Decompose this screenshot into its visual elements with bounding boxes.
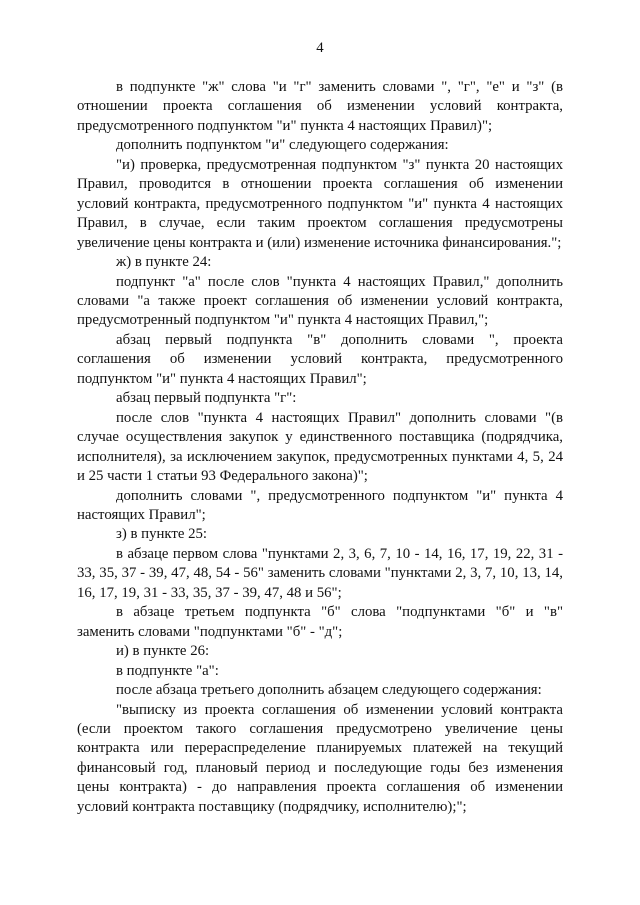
paragraph: дополнить подпунктом "и" следующего содержания:	[116, 137, 449, 154]
paragraph: абзац первый подпункта "в" дополнить словами ", проекта соглашения об изменении условий контракта, предусмотренного подпунктом "и" пункта 4 настоящих Правил";	[77, 331, 563, 387]
paragraph: в абзаце третьем подпункта "б" слова "подпунктами "б" и "в" заменить словами "подпунктами "б" - "д";	[77, 604, 563, 640]
paragraph: дополнить словами ", предусмотренного подпунктом "и" пункта 4 настоящих Правил";	[77, 487, 563, 523]
paragraph: "и) проверка, предусмотренная подпунктом "з" пункта 20 настоящих Правил, проводится в отношении проекта соглашения об изменении условий контракта, предусмотренного подпунктом "и" пункта 4 настоящих Правил, в случае, если таким проектом соглашения предусмотрены увеличение цены контракта и (или) изменение источника финансирования.";	[77, 156, 563, 251]
paragraph: в абзаце первом слова "пунктами 2, 3, 6, 7, 10 - 14, 16, 17, 19, 22, 31 - 33, 35, 37 - 39, 47, 48, 54 - 56" заменить словами "пунктами 2, 3, 7, 10, 13, 14, 16, 17, 19, 31 - 33, 35, 37 - 39, 47, 48 и 56";	[77, 545, 563, 601]
paragraph: и) в пункте 26:	[116, 643, 210, 660]
paragraph: в подпункте "ж" слова "и "г" заменить словами ", "г", "е" и "з" (в отношении проекта соглашения об изменении условий контракта, предусмотренного подпунктом "и" пункта 4 настоящих Правил)";	[77, 79, 563, 134]
paragraph: "выписку из проекта соглашения об изменении условий контракта (если проектом такого соглашения предусмотрено увеличение цены контракта или перераспределение планируемых платежей на текущий финансовый год, плановый период и последующие годы без изменения цены контракта) - до направления проекта соглашения об изменении условий контракта поставщику (подрядчику, исполнителю);";	[77, 701, 563, 815]
paragraph: в подпункте "а":	[116, 662, 219, 679]
paragraph: после слов "пункта 4 настоящих Правил" дополнить словами "(в случае осуществления закупок у единственного поставщика (подрядчика, исполнителя), за исключением закупок, предусмотренных пунктами 4, 5, 24 и 25 части 1 статьи 93 Федерального закона)";	[77, 409, 563, 485]
paragraph: ж) в пункте 24:	[116, 254, 212, 271]
document-body	[77, 78, 563, 817]
paragraph: абзац первый подпункта "г":	[116, 390, 297, 407]
page-number: 4	[316, 40, 324, 56]
paragraph: после абзаца третьего дополнить абзацем следующего содержания:	[116, 682, 542, 699]
paragraph: з) в пункте 25:	[116, 526, 208, 543]
paragraph: подпункт "а" после слов "пункта 4 настоящих Правил," дополнить словами "а также проект соглашения об изменении условий контракта, предусмотренный подпунктом "и" пункта 4 настоящих Правил,";	[77, 273, 563, 329]
